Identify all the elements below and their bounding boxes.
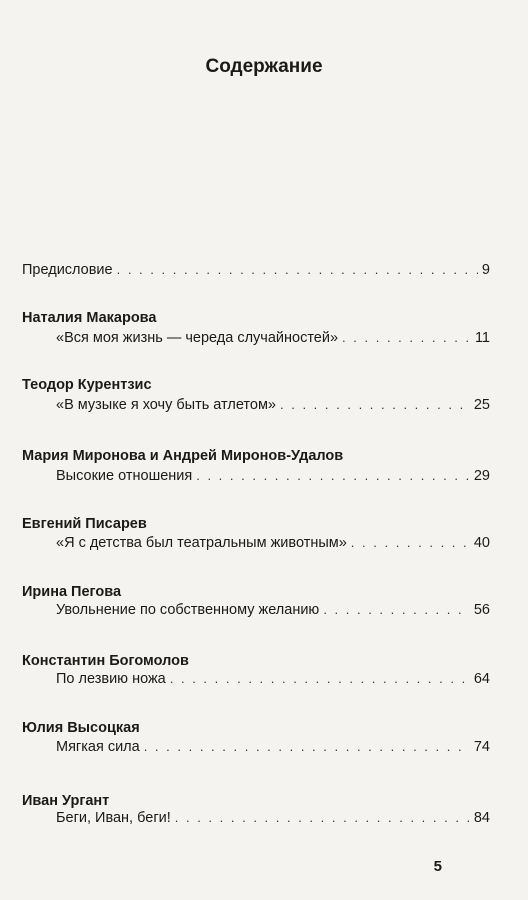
toc-entry-title: Предисловие xyxy=(22,262,113,278)
toc-author: Теодор Курентзис xyxy=(22,377,152,393)
toc-author: Константин Богомолов xyxy=(22,653,189,669)
toc-page-number: 29 xyxy=(473,468,490,484)
toc-page-number: 84 xyxy=(473,810,490,826)
dot-leader xyxy=(351,535,470,550)
dot-leader xyxy=(196,468,470,483)
toc-line xyxy=(56,535,490,551)
toc-entry-title: «В музыке я хочу быть атлетом» xyxy=(56,397,276,413)
dot-leader xyxy=(342,330,471,345)
toc-line xyxy=(56,397,490,413)
toc-page-number: 74 xyxy=(473,739,490,755)
toc-entry-title: Увольнение по собственному желанию xyxy=(56,602,320,618)
dot-leader xyxy=(144,739,470,754)
toc-line-preface xyxy=(22,262,490,278)
toc-line xyxy=(56,468,490,484)
toc-entry-title: Беги, Иван, беги! xyxy=(56,810,171,826)
dot-leader xyxy=(280,397,470,412)
toc-author: Евгений Писарев xyxy=(22,516,147,532)
toc-author: Мария Миронова и Андрей Миронов-Удалов xyxy=(22,448,344,464)
page-title: Содержание xyxy=(205,56,323,77)
dot-leader xyxy=(323,602,470,617)
toc-page-number: 40 xyxy=(473,535,490,551)
toc-author: Юлия Высоцкая xyxy=(22,720,140,736)
toc-entry-title: По лезвию ножа xyxy=(56,671,166,687)
toc-page-number: 11 xyxy=(474,330,490,346)
toc-line xyxy=(56,810,490,826)
toc-page-number: 25 xyxy=(473,397,490,413)
toc-page-number: 56 xyxy=(473,602,490,618)
toc-entry-title: «Вся моя жизнь — череда случайностей» xyxy=(56,330,339,346)
dot-leader xyxy=(170,671,470,686)
toc-line xyxy=(56,330,490,346)
dot-leader xyxy=(117,262,478,277)
toc-author: Иван Ургант xyxy=(22,793,110,809)
toc-author: Наталия Макарова xyxy=(22,310,157,326)
toc-page-number: 64 xyxy=(473,671,490,687)
toc-entry-title: Мягкая сила xyxy=(56,739,140,755)
toc-line xyxy=(56,671,490,687)
toc-line xyxy=(56,602,490,618)
toc-entry-title: «Я с детства был театральным животным» xyxy=(56,535,347,551)
toc-entry-title: Высокие отношения xyxy=(56,468,193,484)
page-number: 5 xyxy=(433,858,442,875)
toc-line xyxy=(56,739,490,755)
toc-author: Ирина Пегова xyxy=(22,584,122,600)
dot-leader xyxy=(175,810,470,825)
toc-page-number: 9 xyxy=(481,262,490,278)
